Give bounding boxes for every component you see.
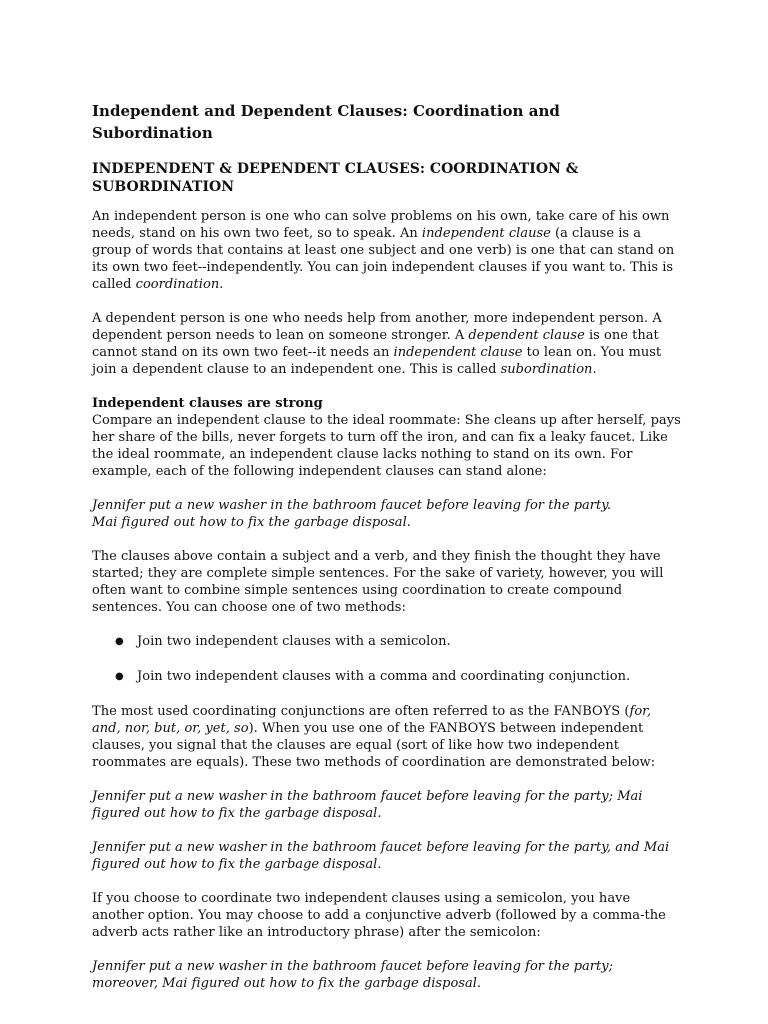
text-run: is one that cannot stand on its own two feet--it needs an: [92, 328, 659, 360]
term-coordination: coordination: [135, 277, 220, 292]
example-line: Mai figured out how to fix the garbage disposal.: [92, 515, 411, 530]
bullet-icon: ●: [115, 671, 124, 682]
methods-list: [92, 633, 682, 685]
term-fanboys-list: for, and, nor, but, or, yet, so: [92, 704, 652, 736]
example-semicolon: Jennifer put a new washer in the bathroom faucet before leaving for the party; Mai figured out how to fix the garbage disposal.: [92, 789, 643, 821]
term-dependent-clause: dependent clause: [468, 328, 585, 343]
text-run: A dependent person is one who needs help from another, more independent person. A dependent person needs to lean on someone stronger. A: [92, 311, 662, 343]
text-run: to lean on. You must join a dependent clause to an independent one. This is called: [92, 345, 662, 377]
list-item-text: Join two independent clauses with a semicolon.: [137, 634, 451, 649]
paragraph-conjunctive-adverb: If you choose to coordinate two independent clauses using a semicolon, you have another option. You may choose to add a conjunctive adverb (followed by a comma-the adverb acts rather like an introductory phrase) after the semicolon:: [92, 891, 666, 940]
list-item: [92, 633, 682, 650]
text-run: ). When you use one of the FANBOYS between independent clauses, you signal that the clauses are equal (sort of like how two independent roommates are equals). These two methods of coordination are demonstrated below:: [92, 721, 656, 770]
term-independent-clause: independent clause: [421, 226, 551, 241]
bullet-icon: ●: [115, 636, 124, 647]
text-run: .: [219, 277, 224, 292]
term-independent-clause: independent clause: [393, 345, 523, 360]
paragraph-independent-clause: [92, 208, 682, 293]
text-run: The most used coordinating conjunctions are often referred to as the FANBOYS (: [92, 704, 630, 719]
document-page: [92, 100, 682, 1009]
section-title: INDEPENDENT & DEPENDENT CLAUSES: COORDINATION & SUBORDINATION: [92, 161, 579, 195]
paragraph-dependent-clause: [92, 310, 682, 378]
text-run: .: [592, 362, 597, 377]
subsection-heading: Independent clauses are strong: [92, 396, 323, 411]
list-item-text: Join two independent clauses with a comma and coordinating conjunction.: [137, 669, 631, 684]
example-simple-sentences: [92, 497, 682, 531]
example-line: Jennifer put a new washer in the bathroom faucet before leaving for the party.: [92, 498, 612, 513]
text-run: An independent person is one who can solve problems on his own, take care of his own needs, stand on his own two feet, so to speak. An: [92, 209, 670, 241]
document-title: Independent and Dependent Clauses: Coordination and Subordination: [92, 102, 560, 142]
list-item: [92, 668, 682, 685]
example-comma-conjunction: Jennifer put a new washer in the bathroom faucet before leaving for the party, and Mai figured out how to fix the garbage disposal.: [92, 840, 670, 872]
paragraph-fanboys: [92, 703, 682, 771]
paragraph-compound-sentences: The clauses above contain a subject and a verb, and they finish the thought they have started; they are complete simple sentences. For the sake of variety, however, you will often want to combine simple sentences using coordination to create compound sentences. You can choose one of two methods:: [92, 549, 664, 615]
text-run: (a clause is a group of words that contains at least one subject and one verb) is one that can stand on its own two feet--independently. You can join independent clauses if you want to. This is called: [92, 226, 675, 292]
paragraph-roommate: Compare an independent clause to the ideal roommate: She cleans up after herself, pays her share of the bills, never forgets to turn off the iron, and can fix a leaky faucet. Like the ideal roommate, an independent clause lacks nothing to stand on its own. For example, each of the following independent clauses can stand alone:: [92, 413, 681, 479]
term-subordination: subordination: [500, 362, 593, 377]
example-conjunctive-adverb: Jennifer put a new washer in the bathroom faucet before leaving for the party; moreover, Mai figured out how to fix the garbage disposal.: [92, 959, 614, 991]
